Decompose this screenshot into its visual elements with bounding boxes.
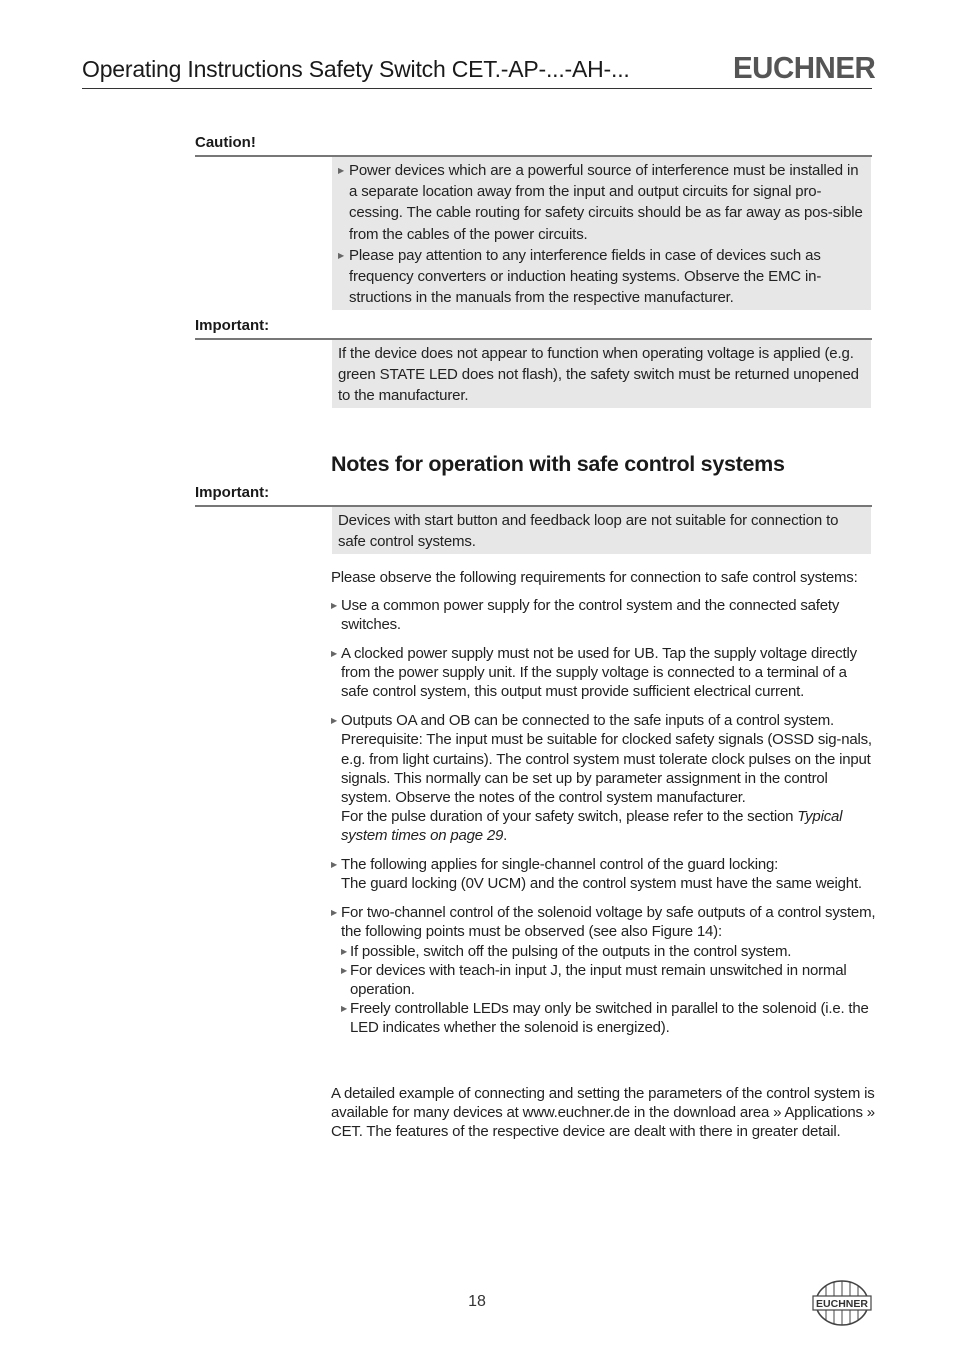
sub-list-item: [341, 961, 876, 999]
important-label: Important:: [195, 484, 270, 501]
list-item: [331, 644, 876, 702]
bullet-arrow-icon: ▶: [338, 250, 345, 260]
important-text: Devices with start button and feedback loop are not suitable for connection to safe control systems.: [338, 512, 839, 551]
bullet-arrow-icon: ▶: [341, 1004, 347, 1014]
seal-text: EUCHNER: [816, 1298, 868, 1310]
list-item-text: Outputs OA and OB can be connected to the safe inputs of a control system. Prerequisite: The input must be suitable for clocked safety signals (OSSD sig-nals, e.g. from light curtains). The control system must tolerate clock pulses on the input signals. This normally can be set up by parameter assignment in the control system. Observe the notes of the control system manufacturer.: [341, 712, 872, 807]
list-item-text: For two-channel control of the solenoid voltage by safe outputs of a control system, the following points must be observed (see also Figure 14):: [341, 904, 876, 941]
sub-list-item: [341, 999, 876, 1037]
section-heading: Notes for operation with safe control systems: [331, 452, 785, 476]
requirements-list: [331, 596, 876, 1047]
list-item-extra-end: .: [503, 827, 508, 845]
list-item-text: Use a common power supply for the control system and the connected safety switches.: [341, 597, 840, 634]
list-item: [331, 855, 876, 893]
bullet-arrow-icon: ▶: [341, 965, 347, 975]
caution-label: Caution!: [195, 134, 256, 151]
bullet-arrow-icon: ▶: [331, 716, 337, 726]
sub-list-item-text: Freely controllable LEDs may only be switched in parallel to the solenoid (i.e. the LED indicates whether the solenoid is energized).: [350, 1000, 869, 1037]
cross-reference: Typical system times on page 29: [341, 808, 843, 845]
important-text: If the device does not appear to function when operating voltage is applied (e.g. green STATE LED does not flash), the safety switch must be returned unopened to the manufacturer.: [338, 345, 859, 405]
list-item: [331, 711, 876, 845]
euchner-seal-logo: [812, 1279, 872, 1327]
list-item-extra: The guard locking (0V UCM) and the control system must have the same weight.: [341, 875, 862, 893]
bullet-arrow-icon: ▶: [341, 946, 347, 956]
closing-paragraph: A detailed example of connecting and setting the parameters of the control system is available for many devices at www.euchner.de in the download area » Applications » CET. The features of the respective device are dealt with there in greater detail.: [331, 1085, 875, 1141]
euchner-logo: EUCHNER: [733, 50, 876, 85]
list-item-extra: For the pulse duration of your safety switch, please refer to the section: [341, 808, 798, 826]
sub-list-item: [341, 942, 876, 961]
caution-item-text: Power devices which are a powerful source of interference must be installed in a separate location away from the input and output circuits for signal pro-cessing. The cable routing for safety circuits should be as far away as pos-sible from the cables of the power circuits.: [349, 162, 863, 243]
intro-paragraph: Please observe the following requirements for connection to safe control systems:: [331, 569, 858, 586]
list-item: [331, 903, 876, 1037]
bullet-arrow-icon: ▶: [331, 649, 337, 658]
bullet-arrow-icon: ▶: [338, 166, 345, 175]
bullet-arrow-icon: ▶: [331, 908, 337, 918]
caution-box: [332, 157, 871, 310]
list-item-text: A clocked power supply must not be used for UB. Tap the supply voltage directly from the power supply unit. If the supply voltage is connected to a terminal of a safe control system, this output must provide sufficient electrical current.: [341, 645, 857, 701]
important-label: Important:: [195, 317, 270, 334]
sub-list-item-text: For devices with teach-in input J, the input must remain unswitched in normal operation.: [350, 961, 847, 999]
caution-item: [334, 160, 863, 245]
important-box: [332, 507, 871, 554]
bullet-arrow-icon: ▶: [331, 860, 337, 870]
page-number: 18: [468, 1293, 486, 1310]
list-item: [331, 596, 876, 634]
caution-item: [334, 245, 863, 309]
important-box: [332, 340, 871, 408]
document-title: Operating Instructions Safety Switch CET.-AP-...-AH-...: [82, 56, 630, 82]
bullet-arrow-icon: ▶: [331, 601, 337, 610]
header-divider: [82, 88, 872, 89]
list-item-text: The following applies for single-channel control of the guard locking:: [341, 856, 779, 874]
sub-list-item-text: If possible, switch off the pulsing of the outputs in the control system.: [350, 942, 792, 960]
caution-item-text: Please pay attention to any interference fields in case of devices such as frequency converters or induction heating systems. Observe the EMC in-structions in the manuals from the respective manufacturer.: [349, 246, 822, 307]
